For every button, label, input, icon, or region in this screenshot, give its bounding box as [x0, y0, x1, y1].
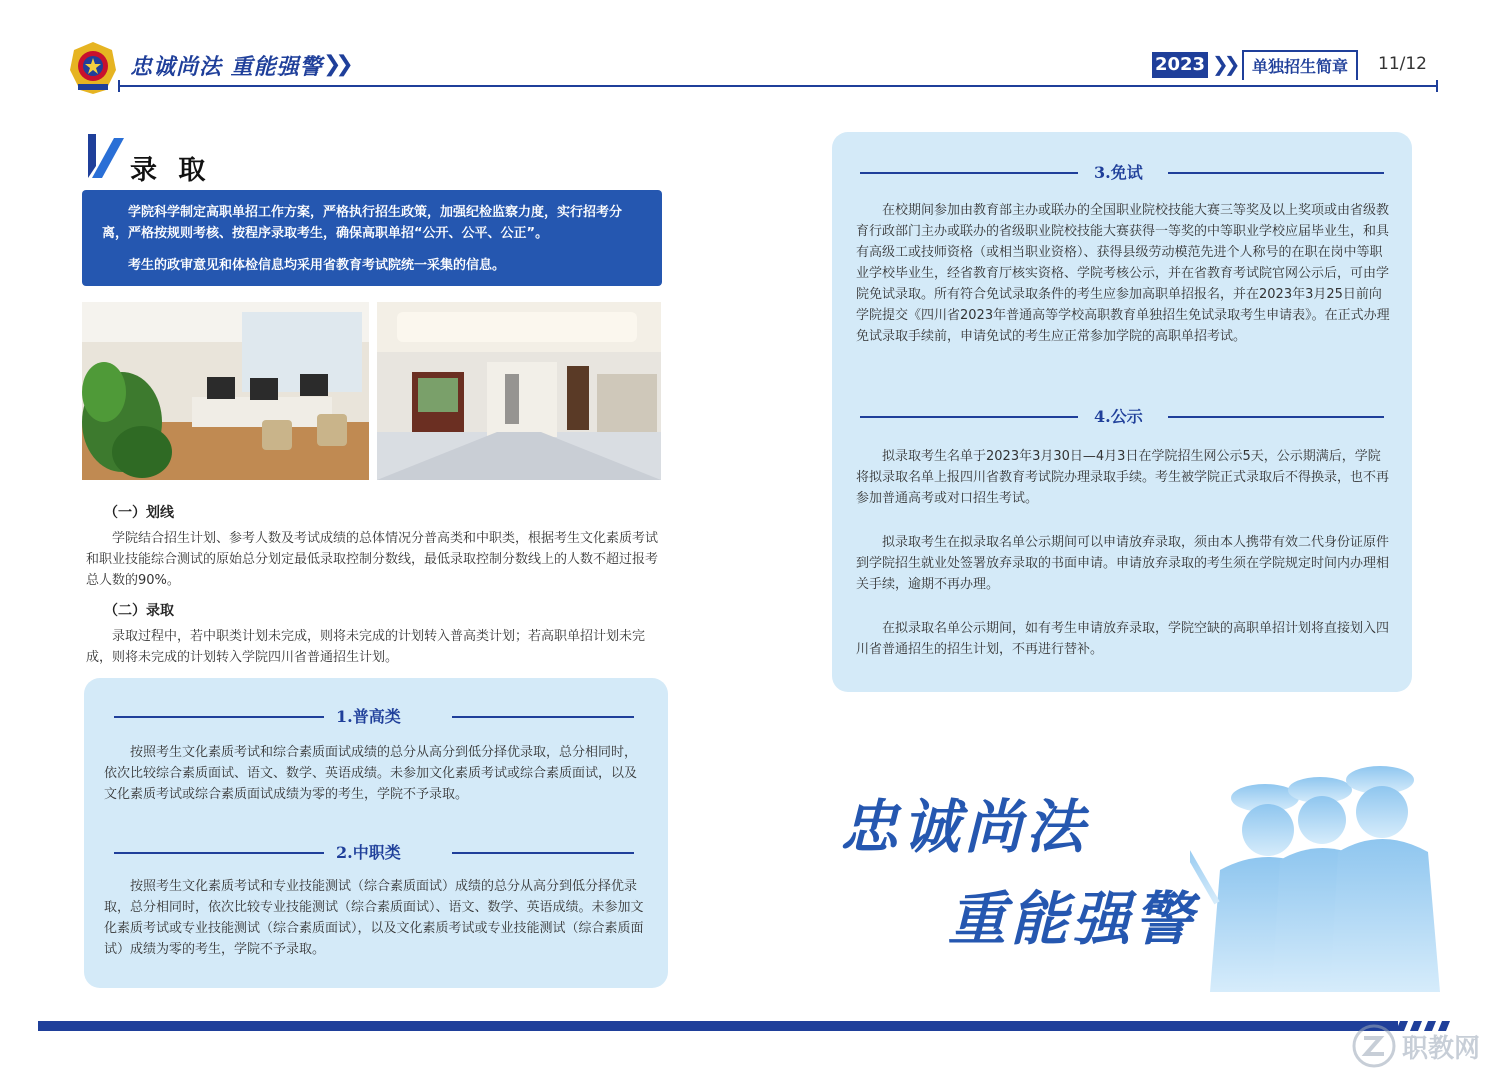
subsection-text: 学院结合招生计划、参考人数及考试成绩的总体情况分普高类和中职类，根据考生文化素质考试和职业技能综合测试的原始总分划定最低录取控制分数线，最低录取控制分数线上的人数不超过报考总人数的90%。 [86, 531, 659, 588]
watermark-text: 职教网 [1402, 1034, 1481, 1064]
watermark-logo-icon [1350, 1022, 1398, 1070]
year-badge: 2023 [1152, 52, 1208, 78]
category-heading [860, 160, 1384, 186]
category-title: 1.普高类 [336, 707, 401, 726]
section-title: 录 取 [130, 155, 212, 186]
admission-category-box [84, 678, 668, 988]
category-heading [114, 704, 634, 730]
subsection-heading: （二）录取 [104, 603, 174, 619]
category-heading [860, 404, 1384, 430]
intro-box [82, 190, 662, 286]
site-watermark [1350, 1022, 1496, 1070]
police-emblem-icon [68, 40, 118, 96]
category-text: 在拟录取名单公示期间，如有考生申请放弃录取，学院空缺的高职单招计划将直接划入四川省普通招生的招生计划，不再进行替补。 [856, 621, 1390, 657]
category-title: 3.免试 [1094, 163, 1143, 182]
big-slogan-line: 忠诚尚法 [840, 793, 1089, 861]
intro-paragraph: 考生的政审意见和体检信息均采用省教育考试院统一采集的信息。 [128, 258, 506, 273]
office-photo [82, 302, 369, 480]
category-title: 2.中职类 [336, 843, 401, 862]
page-number: 11/12 [1378, 54, 1427, 74]
admission-category-box [832, 132, 1412, 692]
section-slash-icon [88, 134, 124, 178]
subsection-heading: （一）划线 [104, 505, 174, 521]
exhibition-hall-photo [377, 302, 661, 480]
chevron-right-icon: ❯❯ [323, 52, 348, 77]
big-slogan-line: 重能强警 [948, 885, 1197, 953]
brochure-title: 单独招生简章 [1242, 50, 1358, 80]
police-silhouette-icon [1190, 760, 1440, 992]
footer-bar [38, 1021, 1398, 1031]
category-text: 在校期间参加由教育部主办或联办的全国职业院校技能大赛三等奖及以上奖项或由省级教育行政部门主办或联办的省级职业院校技能大赛获得一等奖的中等职业学校应届毕业生，和具有高级工或技师资格（或相当职业资格）、获得县级劳动模范先进个人称号的在职在岗中等职业学校毕业生，经省教育厅核实资格、学院考核公示，并在省教育考试院官网公示后，可由学院免试录取。所有符合免试录取条件的考生应参加高职单招报名，并在2023年3月25日前向学院提交《四川省2023年普通高等学校高职教育单独招生免试录取考生申请表》。在正式办理免试录取手续前，申请免试的考生应正常参加学院的高职单招考试。 [856, 203, 1390, 344]
header-rule-tick [118, 80, 120, 92]
category-text: 拟录取考生名单于2023年3月30日—4月3日在学院招生网公示5天，公示期满后，学院将拟录取名单上报四川省教育考试院办理录取手续。考生被学院正式录取后不得换录，也不再参加普通高考或对口招生考试。 [856, 449, 1390, 506]
category-title: 4.公示 [1094, 407, 1143, 426]
intro-paragraph: 学院科学制定高职单招工作方案，严格执行招生政策，加强纪检监察力度，实行招考分离，严格按规则考核、按程序录取考生，确保高职单招“公开、公平、公正”。 [102, 205, 623, 241]
subsection-text: 录取过程中，若中职类计划未完成，则将未完成的计划转入普高类计划；若高职单招计划未完成，则将未完成的计划转入学院四川省普通招生计划。 [86, 629, 646, 665]
chevron-right-icon: ❯❯ [1212, 52, 1236, 76]
header-rule-tick [1436, 80, 1438, 92]
header-slogan: 忠诚尚法 重能强警 [130, 54, 323, 80]
category-text: 按照考生文化素质考试和专业技能测试（综合素质面试）成绩的总分从高分到低分择优录取，总分相同时，依次比较专业技能测试（综合素质面试）、语文、数学、英语成绩。未参加文化素质考试或专业技能测试（综合素质面试），以及文化素质考试或专业技能测试（综合素质面试）成绩为零的考生，学院不予录取。 [104, 879, 644, 957]
category-text: 按照考生文化素质考试和综合素质面试成绩的总分从高分到低分择优录取，总分相同时，依次比较综合素质面试、语文、数学、英语成绩。未参加文化素质考试或综合素质面试，以及文化素质考试或综合素质面试成绩为零的考生，学院不予录取。 [104, 745, 638, 802]
category-text: 拟录取考生在拟录取名单公示期间可以申请放弃录取，须由本人携带有效二代身份证原件到学院招生就业处签署放弃录取的书面申请。申请放弃录取的考生须在学院规定时间内办理相关手续，逾期不再办理。 [856, 535, 1390, 592]
category-heading [114, 840, 634, 866]
header-rule [118, 85, 1438, 87]
